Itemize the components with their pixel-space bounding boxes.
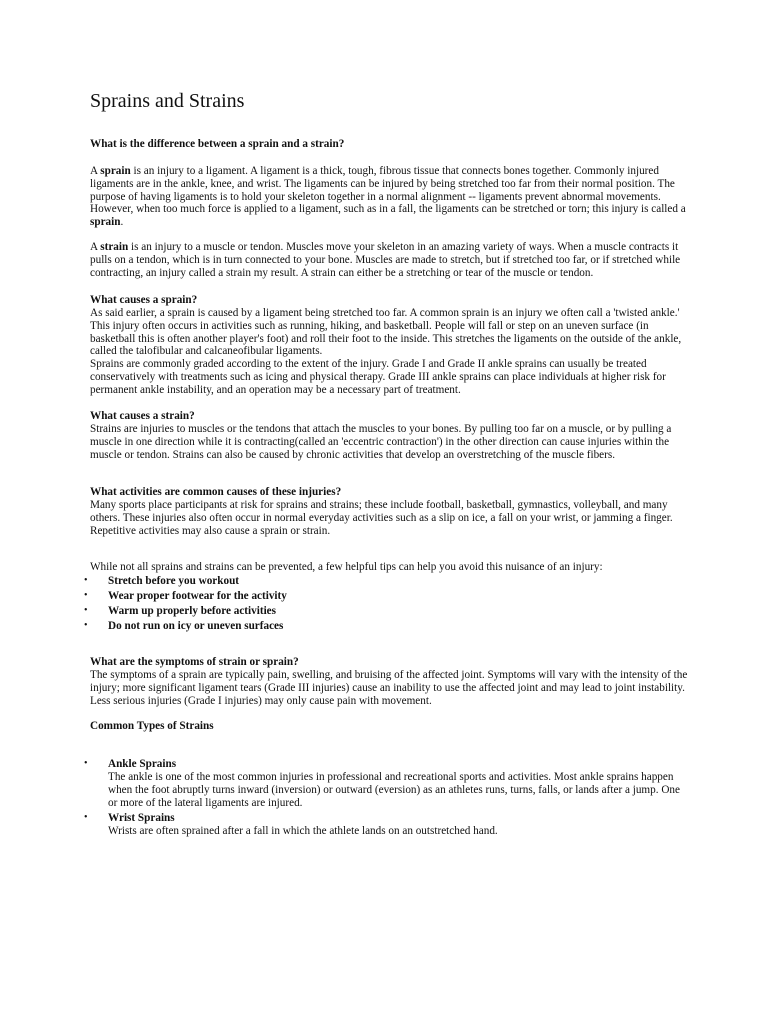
page-title: Sprains and Strains	[90, 90, 245, 112]
paragraph-tips-intro: While not all sprains and strains can be prevented, a few helpful tips can help you avoid this nuisance of an injury:	[90, 561, 603, 573]
text-fragment: is an injury to a muscle or tendon. Muscles move your skeleton in an amazing variety of ways. When a muscle contracts it pulls on a tendon, which is in turn connected to your bone. Muscles are made to stretch, but if stretched too far, or if stretched while contracting, an injury called a strain my result. A strain can either be a stretching or tear of the muscle or tendon.	[90, 241, 681, 279]
text-fragment: .	[120, 216, 124, 229]
section-heading-activities: What activities are common causes of these injuries?	[90, 486, 342, 498]
section-heading-common-types: Common Types of Strains	[90, 720, 214, 732]
strain-type-title: Ankle Sprains	[108, 758, 177, 770]
section-heading-symptoms: What are the symptoms of strain or sprain?	[90, 656, 299, 668]
strain-type-title: Wrist Sprains	[108, 812, 175, 824]
tip-item: Warm up properly before activities	[108, 605, 276, 617]
term-sprain: sprain	[90, 216, 121, 229]
paragraph-sprain-grades: Sprains are commonly graded according to the extent of the injury. Grade I and Grade II ankle sprains can usually be treated conservatively with treatments such as icing and physical therapy. Grade III ankle sprains can place individuals at higher risk for permanent ankle instability, and an operation may be a necessary part of treatment.	[90, 358, 666, 396]
section-heading-difference: What is the difference between a sprain and a strain?	[90, 138, 345, 150]
text-fragment: A	[90, 241, 101, 253]
text-fragment: A	[90, 165, 101, 177]
paragraph-sprain-causes: As said earlier, a sprain is caused by a ligament being stretched too far. A common sprain is an injury we often call a 'twisted ankle.' This injury often occurs in activities such as running, hiking, and basketball. People will fall or step on an uneven surface (in basketball this is often another player's foot) and roll their foot to the inside. This stretches the ligaments on the outside of the ankle, called the talofibular and calcaneofibular ligaments.	[90, 307, 682, 358]
strain-type-body: Wrists are often sprained after a fall in which the athlete lands on an outstretched hand.	[108, 825, 498, 837]
bullet-marker: •	[84, 605, 88, 616]
term-sprain: sprain	[100, 165, 131, 177]
paragraph-strain-causes: Strains are injuries to muscles or the tendons that attach the muscles to your bones. By pulling too far on a muscle, or by pulling a muscle in one direction while it is contracting(called an 'eccentric contraction') in the other direction can cause injuries within the muscle or tendon. Strains can also be caused by chronic activities that develop an overstretching of the muscle fibers.	[90, 423, 672, 461]
bullet-marker: •	[84, 758, 88, 769]
bullet-marker: •	[84, 575, 88, 586]
tip-item: Wear proper footwear for the activity	[108, 590, 287, 602]
paragraph-symptoms: The symptoms of a sprain are typically pain, swelling, and bruising of the affected joint. Symptoms will vary with the intensity of the injury; more significant ligament tears (Grade III injuries) cause an inability to use the affected joint and may lead to joint instability. Less serious injuries (Grade I injuries) may only cause pain with movement.	[90, 669, 688, 707]
paragraph-sprain-definition	[90, 165, 690, 229]
strain-type-body: The ankle is one of the most common injuries in professional and recreational sports and activities. Most ankle sprains happen when the foot abruptly turns inward (inversion) or outward (eversion) as an athletes runs, turns, falls, or lands after a jump. One or more of the lateral ligaments are injured.	[108, 771, 680, 809]
section-heading-strain-causes: What causes a strain?	[90, 410, 195, 422]
term-strain: strain	[100, 241, 129, 253]
bullet-marker: •	[84, 590, 88, 601]
bullet-marker: •	[84, 620, 88, 631]
tip-item: Do not run on icy or uneven surfaces	[108, 620, 284, 632]
text-fragment: is an injury to a ligament. A ligament is a thick, tough, fibrous tissue that connects bones together. Commonly injured ligaments are in the ankle, knee, and wrist. The ligaments can be injured by being stretched too far from their normal position. The purpose of having ligaments is to hold your skeleton together in a normal alignment -- ligaments prevent abnormal movements. However, when too much force is applied to a ligament, such as in a fall, the ligaments can be stretched or torn; this injury is called a	[90, 165, 686, 216]
paragraph-activities: Many sports place participants at risk for sprains and strains; these include football, basketball, gymnastics, volleyball, and many others. These injuries also often occur in normal everyday activities such as a slip on ice, a fall on your wrist, or jamming a finger. Repetitive activities may also cause a sprain or strain.	[90, 499, 673, 537]
tip-item: Stretch before you workout	[108, 575, 240, 587]
bullet-marker: •	[84, 812, 88, 823]
section-heading-sprain-causes: What causes a sprain?	[90, 294, 198, 306]
paragraph-strain-definition	[90, 241, 690, 279]
